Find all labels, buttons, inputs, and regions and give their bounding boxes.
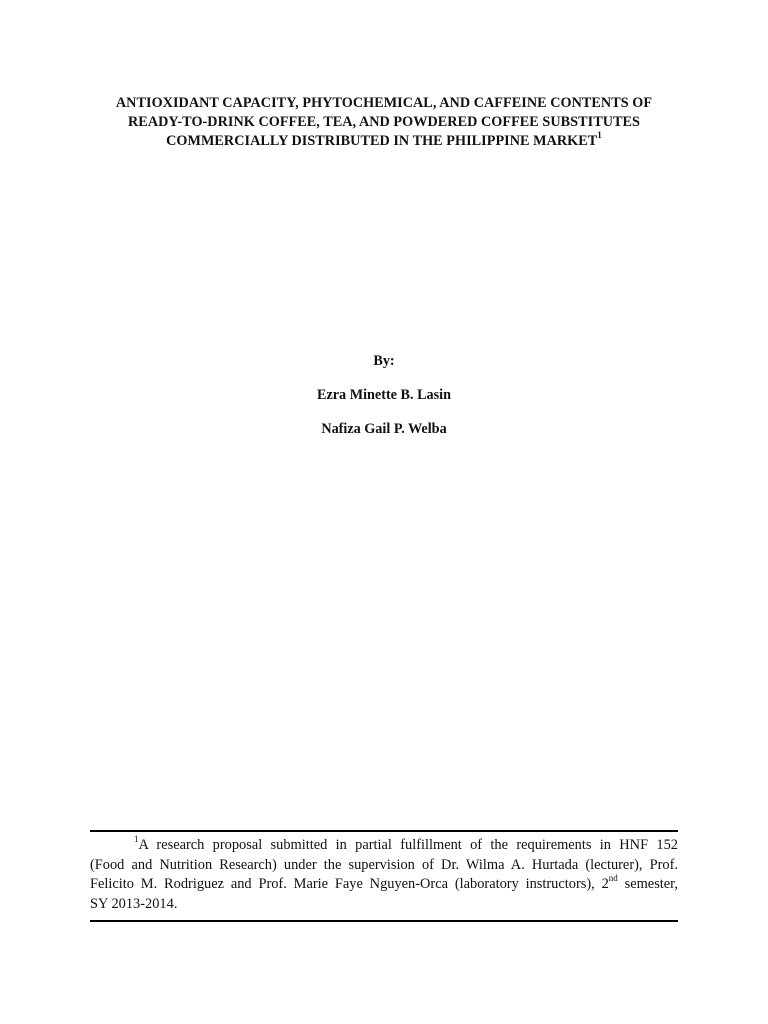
footnote-ordinal-suffix: nd bbox=[608, 873, 618, 884]
footnote-line-4: SY 2013-2014. bbox=[90, 895, 178, 912]
footnote-top-rule bbox=[90, 830, 678, 832]
footnote-bottom-rule bbox=[90, 920, 678, 922]
author-1: Ezra Minette B. Lasin bbox=[317, 387, 451, 403]
title-line-3-text: COMMERCIALLY DISTRIBUTED IN THE PHILIPPINE MARKET bbox=[166, 133, 598, 149]
footnote-line-3 bbox=[90, 875, 678, 895]
footnote-mark: 1 bbox=[134, 834, 139, 845]
title-footnote-mark: 1 bbox=[597, 130, 602, 141]
footnote-line-3-after: semester, bbox=[617, 876, 678, 893]
author-2: Nafiza Gail P. Welba bbox=[321, 421, 447, 437]
document-title bbox=[60, 94, 708, 151]
footnote-line-3-before: Felicito M. Rodriguez and Prof. Marie Faye Nguyen-Orca (laboratory instructors), 2 bbox=[90, 876, 609, 893]
title-line-2: READY-TO-DRINK COFFEE, TEA, AND POWDERED COFFEE SUBSTITUTES bbox=[128, 114, 640, 130]
footnote bbox=[90, 836, 678, 914]
title-line-3 bbox=[60, 132, 708, 151]
footnote-line-1-text: A research proposal submitted in partial fulfillment of the requirements in HNF 152 bbox=[138, 837, 678, 853]
by-label: By: bbox=[373, 353, 395, 369]
byline bbox=[0, 352, 768, 454]
footnote-line-2: (Food and Nutrition Research) under the supervision of Dr. Wilma A. Hurtada (lecturer), Prof. bbox=[90, 856, 678, 873]
title-line-1: ANTIOXIDANT CAPACITY, PHYTOCHEMICAL, AND CAFFEINE CONTENTS OF bbox=[115, 95, 653, 111]
footnote-line-1 bbox=[90, 836, 678, 856]
